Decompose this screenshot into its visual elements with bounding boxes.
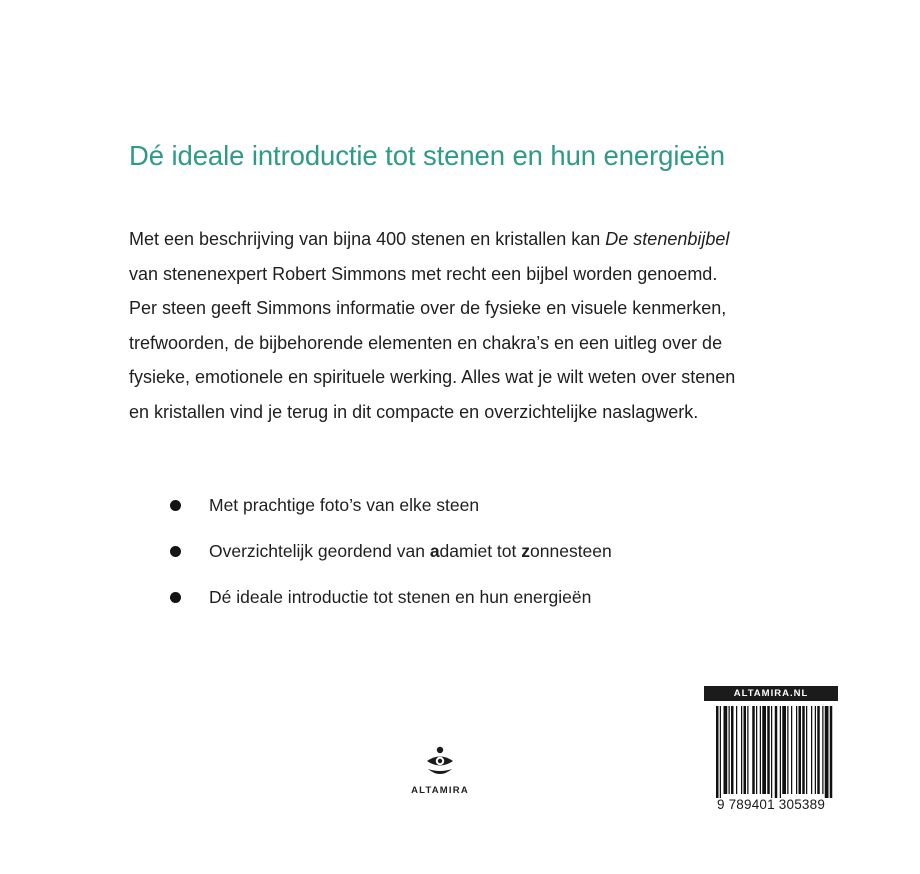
website-label: ALTAMIRA.NL	[704, 686, 838, 701]
barcode-bar	[780, 706, 781, 798]
barcode-bar	[741, 706, 742, 794]
publisher-logo	[410, 745, 470, 805]
barcode-bar	[762, 706, 766, 794]
barcode-bar	[729, 706, 730, 794]
barcode-bar	[822, 706, 823, 794]
barcode-bar	[830, 706, 833, 798]
barcode-bar	[716, 706, 719, 798]
feature-text	[209, 541, 612, 562]
barcode-bar	[806, 706, 807, 794]
feature-text: Met prachtige foto’s van elke steen	[209, 494, 480, 515]
barcode-bar	[787, 706, 788, 794]
barcode-bar	[720, 706, 721, 798]
description-line: en kristallen vind je terug in dit compacte en overzichtelijke naslagwerk.	[129, 401, 699, 422]
description	[129, 222, 849, 429]
description-line: fysieke, emotionele en spirituele werking. Alles wat je wilt weten over stenen	[129, 367, 736, 387]
feature-text-bold: z	[521, 540, 531, 561]
barcode-bar	[811, 706, 812, 794]
bullet-icon	[170, 592, 181, 603]
barcode-bar	[747, 706, 748, 794]
description-line: Per steen geeft Simmons informatie over de fysieke en visuele kenmerken,	[129, 298, 727, 318]
description-line	[129, 222, 849, 257]
description-line: van stenenexpert Robert Simmons met recht een bijbel worden genoemd.	[129, 263, 718, 284]
barcode-bar	[802, 706, 805, 794]
feature-text: Dé ideale introductie tot stenen en hun energieën	[209, 586, 592, 607]
barcode-bar	[791, 706, 792, 794]
barcode-bar	[760, 706, 761, 794]
barcode-bar	[817, 706, 820, 794]
barcode-bar	[771, 706, 772, 798]
barcode-bar	[724, 706, 728, 794]
feature-list	[170, 482, 612, 620]
eye-logo-icon	[425, 745, 455, 779]
barcode-bar	[799, 706, 802, 794]
barcode-bar	[796, 706, 797, 794]
feature-text-part: damiet tot	[439, 540, 522, 561]
barcode-bar	[731, 706, 734, 794]
book-title: De stenenbijbel	[605, 229, 730, 249]
feature-text-part: Overzichtelijk geordend van	[209, 540, 430, 561]
bullet-icon	[170, 546, 181, 557]
bullet-icon	[170, 500, 181, 511]
feature-item	[170, 574, 612, 620]
barcode-bar	[775, 706, 778, 798]
description-line: trefwoorden, de bijbehorende elementen en chakra’s en een uitleg over de	[129, 332, 723, 353]
barcode-bar	[825, 706, 829, 798]
barcode-bar	[752, 706, 755, 794]
feature-text-part: onnesteen	[530, 540, 612, 561]
description-text: Met een beschrijving van bijna 400 stenen en kristallen kan	[129, 229, 606, 249]
isbn-number: 9 789401 305389	[716, 797, 826, 812]
headline: Dé ideale introductie tot stenen en hun energieën	[129, 140, 725, 171]
barcode-panel	[704, 686, 838, 816]
barcode-bar	[767, 706, 770, 794]
barcode-bar	[782, 706, 786, 794]
barcode	[704, 706, 838, 816]
feature-text-bold: a	[429, 540, 440, 561]
feature-item	[170, 528, 612, 574]
feature-item	[170, 482, 612, 528]
barcode-bar	[736, 706, 737, 794]
barcode-bars	[704, 706, 838, 798]
publisher-name: ALTAMIRA	[411, 785, 469, 796]
barcode-bar	[815, 706, 816, 794]
barcode-bar	[744, 706, 747, 794]
barcode-bar	[756, 706, 757, 794]
